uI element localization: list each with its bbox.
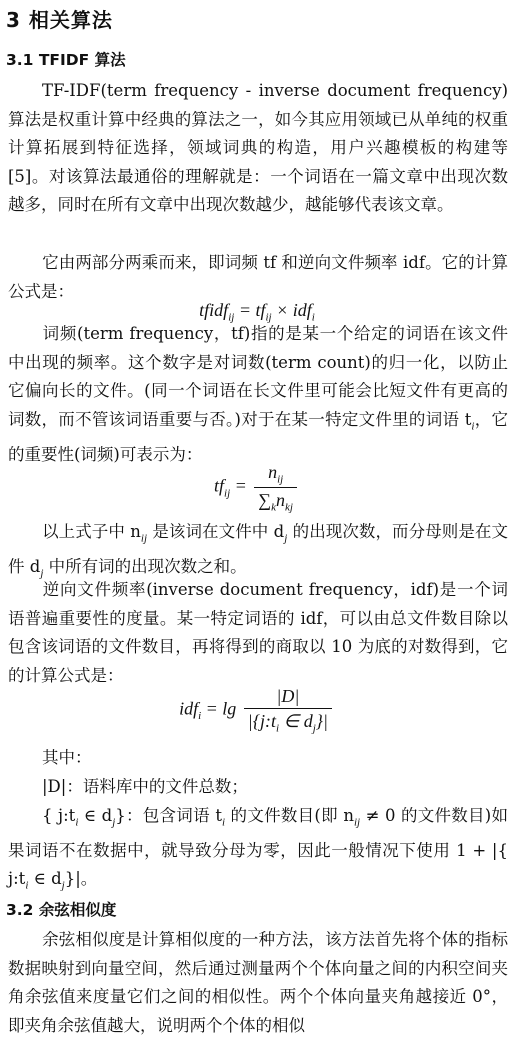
formula-term: = lg xyxy=(205,698,237,719)
paragraph-idf xyxy=(8,576,508,690)
formula-tf: $tf_{ij}$ = $\frac{n_{ij}}{\sum_kn_{kj}}$ xyxy=(0,462,514,513)
subscript: i xyxy=(75,816,79,829)
formula-term: n xyxy=(276,489,286,510)
subsection-title-cosine: 3.2 余弦相似度 xyxy=(6,901,117,919)
formula-term: ∈ d xyxy=(279,711,313,731)
subscript: ij xyxy=(140,532,148,545)
formula-numerator: n xyxy=(268,462,278,482)
subscript: i xyxy=(25,879,29,892)
summation-symbol: ∑ xyxy=(258,489,272,510)
formula-term: idf xyxy=(179,698,199,719)
formula-term: = tf xyxy=(238,300,266,320)
formula-term: }| xyxy=(315,711,328,731)
paragraph-text: 的出现次数，而分母则是在文件 d xyxy=(8,522,508,576)
paragraph-d-definition xyxy=(8,773,508,802)
paragraph-text: ∈ d xyxy=(78,806,113,825)
paragraph-where xyxy=(8,744,508,773)
paragraph-tfidf-intro xyxy=(8,77,508,220)
formula-subscript: i xyxy=(198,710,202,723)
paragraph-text: 其中： xyxy=(42,748,92,767)
paragraph-cosine xyxy=(8,926,508,1040)
subsection-title-tfidf: 3.1 TFIDF 算法 xyxy=(6,51,126,69)
formula-fraction xyxy=(244,686,332,735)
paragraph-tfidf-composition xyxy=(8,249,508,306)
paragraph-text: 词频(term frequency，tf)指的是某一个给定的词语在该文件中出现的频率。这个数字是对词数(term count)的归一化，以防止它偏向长的文件。(同一个词语在长文件里可能会比短文件有更高的词数，而不管该词语重要与否。)对于在某一特定文件里的词语 t xyxy=(8,324,508,429)
subscript: j xyxy=(40,567,44,580)
paragraph-text: 逆向文件频率(inverse document frequency，idf)是一个词语普遍重要性的度量。某一特定词语的 idf，可以由总文件数目除以包含该词语的文件数目，再将得到的商取以 10 为底的对数得到，它的计算公式是： xyxy=(8,580,508,685)
formula-subscript: i xyxy=(275,722,280,735)
formula-subscript: ij xyxy=(228,311,235,324)
formula-subscript: ij xyxy=(277,473,284,486)
subscript: j xyxy=(61,879,65,892)
subscript: ij xyxy=(353,816,361,829)
paragraph-text: 它由两部分两乘而来，即词频 tf 和逆向文件频率 idf。它的计算公式是： xyxy=(8,253,508,301)
formula-subscript: k xyxy=(271,501,277,514)
paragraph-term-frequency xyxy=(8,320,508,469)
paragraph-text: ≠ 0 的文件数目)如果词语不在数据中，就导致分母为零，因此一般情况下使用 1 + |{ j:t xyxy=(8,806,508,889)
formula-subscript: ij xyxy=(224,487,231,500)
paragraph-set-definition xyxy=(8,802,508,900)
subscript: i xyxy=(221,816,226,829)
paragraph-text: }|。 xyxy=(64,869,98,889)
paragraph-text: }：包含词语 t xyxy=(115,806,222,825)
formula-subscript: ij xyxy=(265,311,272,324)
formula-term: |{j:t xyxy=(247,711,276,731)
paragraph-text: 以上式子中 n xyxy=(42,522,141,541)
paragraph-text: 中所有词的出现次数之和。 xyxy=(43,556,247,576)
section-title: 3 相关算法 xyxy=(6,8,113,32)
subscript: j xyxy=(112,816,116,829)
paragraph-text: 余弦相似度是计算相似度的一种方法，该方法首先将个体的指标数据映射到向量空间，然后通过测量两个个体向量之间的内积空间夹角余弦值来度量它们之间的相似性。两个个体向量夹角越接近 0°，即夹角余弦值越大，说明两个个体的相似 xyxy=(8,930,508,1035)
subscript: i xyxy=(471,420,475,433)
subscript: j xyxy=(284,532,288,545)
paragraph-text: ∈ d xyxy=(28,869,62,889)
paragraph-text: ，它的重要性(词频)可表示为： xyxy=(8,409,508,464)
paragraph-text: { j:t xyxy=(42,806,76,825)
formula-idf xyxy=(0,686,514,735)
paragraph-text: 是该词在文件中 d xyxy=(147,522,285,541)
paragraph-text: 的文件数目(即 n xyxy=(225,806,354,825)
formula-term: × idf xyxy=(276,300,312,320)
formula-term: tfidf xyxy=(199,300,229,320)
formula-numerator: |D| xyxy=(276,686,300,706)
formula-fraction xyxy=(254,462,297,513)
formula-subscript: j xyxy=(312,722,316,735)
formula-subscript: kj xyxy=(285,501,293,514)
formula-term: tf xyxy=(214,475,225,496)
paragraph-text: |D|：语料库中的文件总数； xyxy=(42,777,248,796)
paragraph-text: TF-IDF(term frequency - inverse document frequency)算法是权重计算中经典的算法之一，如今其应用领域已从单纯的权重计算拓展到特征选择，领域词典的构造，用户兴趣模板的构建等[5]。对该算法最通俗的理解就是：一个词语在一篇文章中出现次数越多，同时在所有文章中出现次数越少，越能够代表该文章。 xyxy=(8,81,508,215)
formula-subscript: i xyxy=(311,311,315,324)
